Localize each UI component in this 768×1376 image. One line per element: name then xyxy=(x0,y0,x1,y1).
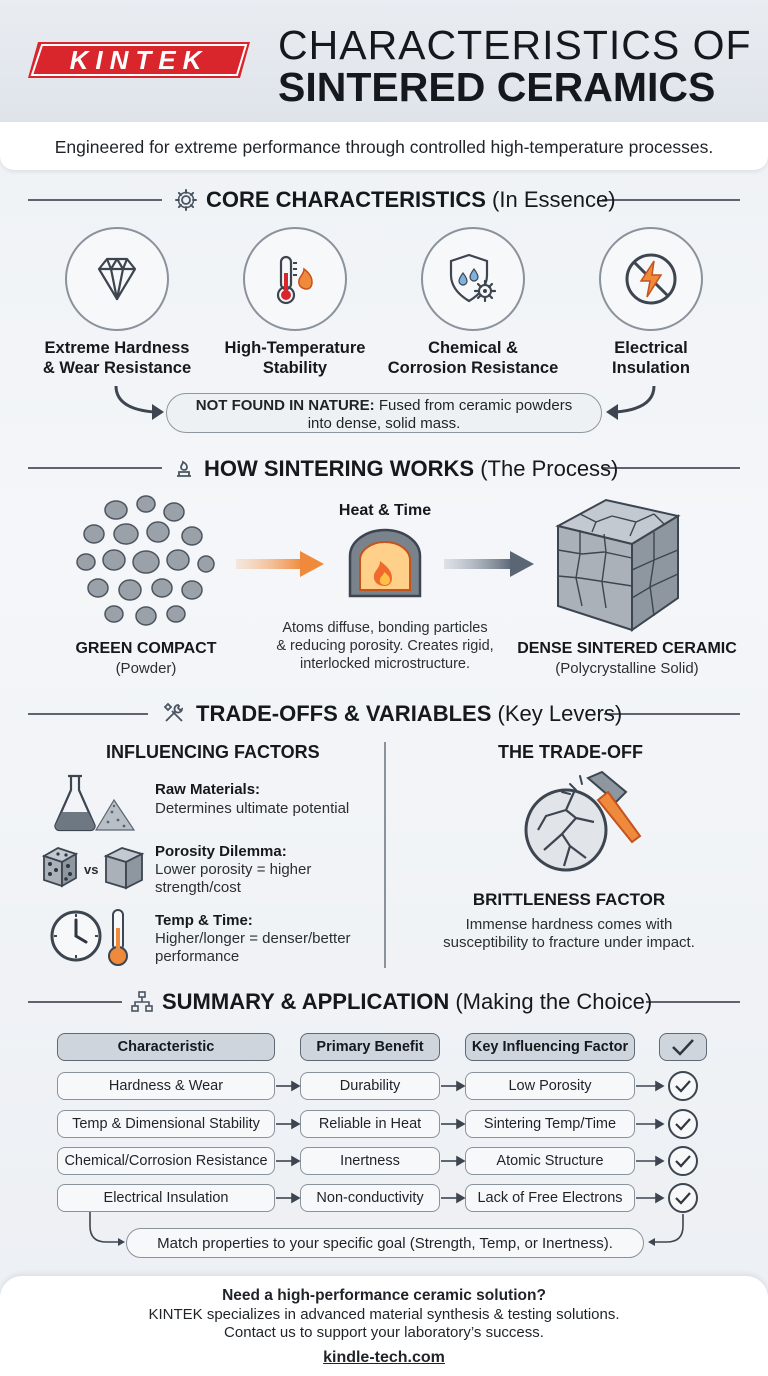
brittleness-desc: Immense hardness comes with susceptibility to fracture under impact. xyxy=(443,916,695,951)
core-item-chemical: Chemical & Corrosion Resistance xyxy=(387,339,559,377)
table-row: Inertness xyxy=(300,1147,440,1175)
checkmark-icon xyxy=(659,1033,707,1061)
factor-temp-time-desc: Higher/longer = denser/better performance xyxy=(155,930,351,965)
dense-ceramic-sub: (Polycrystalline Solid) xyxy=(555,660,699,677)
table-header-benefit: Primary Benefit xyxy=(300,1033,440,1061)
brand-name: KINTEK xyxy=(69,45,209,75)
clock-icon xyxy=(48,908,104,964)
section-divider xyxy=(28,467,162,469)
shield-drops-gear-icon xyxy=(421,227,525,331)
footer-cta: Need a high-performance ceramic solution? xyxy=(222,1287,546,1304)
dense-ceramic-label: DENSE SINTERED CERAMIC xyxy=(517,640,737,657)
checkmark-icon xyxy=(668,1146,698,1176)
section-title-process: HOW SINTERING WORKS (The Process) xyxy=(204,456,619,481)
core-item-electrical: Electrical Insulation xyxy=(612,339,690,377)
furnace-icon xyxy=(172,456,196,480)
process-description: Atoms diffuse, bonding particles & reducing porosity. Creates rigid, interlocked microstructure. xyxy=(276,620,494,672)
section-divider xyxy=(602,467,740,469)
trade-off-heading: THE TRADE-OFF xyxy=(498,742,643,762)
table-row: Electrical Insulation xyxy=(57,1184,275,1212)
factor-raw-materials-title: Raw Materials: xyxy=(155,781,261,798)
curved-arrow-icon xyxy=(108,382,168,422)
hierarchy-icon xyxy=(130,990,154,1014)
thermometer-flame-icon xyxy=(243,227,347,331)
table-row: Chemical/Corrosion Resistance xyxy=(57,1147,275,1175)
flask-powder-icon xyxy=(52,772,142,832)
footer-line2: Contact us to support your laboratory’s success. xyxy=(224,1324,544,1341)
green-compact-sub: (Powder) xyxy=(115,660,177,677)
table-row: Temp & Dimensional Stability xyxy=(57,1110,275,1138)
cracked-sphere-hammer-icon xyxy=(518,770,648,880)
versus-label: vs xyxy=(84,862,99,877)
factor-temp-time-title: Temp & Time: xyxy=(155,912,253,929)
tools-icon xyxy=(162,701,186,725)
gear-icon xyxy=(174,188,198,212)
table-row: Durability xyxy=(300,1072,440,1100)
curved-arrow-icon xyxy=(602,382,662,422)
table-row: Low Porosity xyxy=(465,1072,635,1100)
arrow-right-icon xyxy=(236,549,326,579)
table-row: Atomic Structure xyxy=(465,1147,635,1175)
core-item-hardness: Extreme Hardness & Wear Resistance xyxy=(42,339,192,377)
green-compact-label: GREEN COMPACT xyxy=(75,640,217,657)
page-subtitle: Engineered for extreme performance through controlled high-temperature processes. xyxy=(54,137,714,157)
table-header-factor: Key Influencing Factor xyxy=(465,1033,635,1061)
section-title-tradeoffs: TRADE-OFFS & VARIABLES (Key Levers) xyxy=(196,701,623,726)
kiln-flame-icon xyxy=(344,528,426,598)
dense-ceramic-cube-icon xyxy=(550,494,686,634)
table-row: Non-conductivity xyxy=(300,1184,440,1212)
brittleness-title: BRITTLENESS FACTOR xyxy=(472,890,666,909)
section-divider xyxy=(602,199,740,201)
page-title-line1: CHARACTERISTICS OF xyxy=(278,22,752,68)
heat-time-label: Heat & Time xyxy=(338,502,432,519)
page-title-line2: SINTERED CERAMICS xyxy=(278,64,716,110)
section-divider xyxy=(604,713,740,715)
powder-particles-icon xyxy=(74,490,216,630)
table-row: Lack of Free Electrons xyxy=(465,1184,635,1212)
table-header-characteristic: Characteristic xyxy=(57,1033,275,1061)
section-title-core: CORE CHARACTERISTICS (In Essence) xyxy=(206,187,616,212)
influencing-factors-heading: INFLUENCING FACTORS xyxy=(106,742,320,762)
factor-raw-materials-desc: Determines ultimate potential xyxy=(155,800,350,817)
checkmark-icon xyxy=(668,1183,698,1213)
kintek-logo xyxy=(28,40,250,80)
website-link[interactable]: kindle-tech.com xyxy=(323,1349,445,1366)
section-divider xyxy=(28,199,162,201)
no-electricity-icon xyxy=(599,227,703,331)
diamond-icon xyxy=(65,227,169,331)
not-found-in-nature-note: NOT FOUND IN NATURE: Fused from ceramic powders into dense, solid mass. xyxy=(166,393,602,433)
checkmark-icon xyxy=(668,1071,698,1101)
arrow-right-icon xyxy=(444,549,536,579)
thermometer-icon xyxy=(104,906,132,968)
core-item-temperature: High-Temperature Stability xyxy=(224,339,366,377)
table-row: Hardness & Wear xyxy=(57,1072,275,1100)
solid-cube-icon xyxy=(102,846,146,890)
section-divider xyxy=(28,713,148,715)
factor-porosity-desc: Lower porosity = higher strength/cost xyxy=(155,861,312,896)
match-properties-note: Match properties to your specific goal (Strength, Temp, or Inertness). xyxy=(126,1228,644,1258)
section-divider xyxy=(28,1001,122,1003)
section-title-summary: SUMMARY & APPLICATION (Making the Choice) xyxy=(162,989,653,1014)
porous-cube-icon xyxy=(40,846,80,888)
checkmark-icon xyxy=(668,1109,698,1139)
footer-line1: KINTEK specializes in advanced material synthesis & testing solutions. xyxy=(148,1306,620,1323)
table-row: Sintering Temp/Time xyxy=(465,1110,635,1138)
section-divider xyxy=(646,1001,740,1003)
table-row: Reliable in Heat xyxy=(300,1110,440,1138)
factor-porosity-title: Porosity Dilemma: xyxy=(155,843,287,860)
